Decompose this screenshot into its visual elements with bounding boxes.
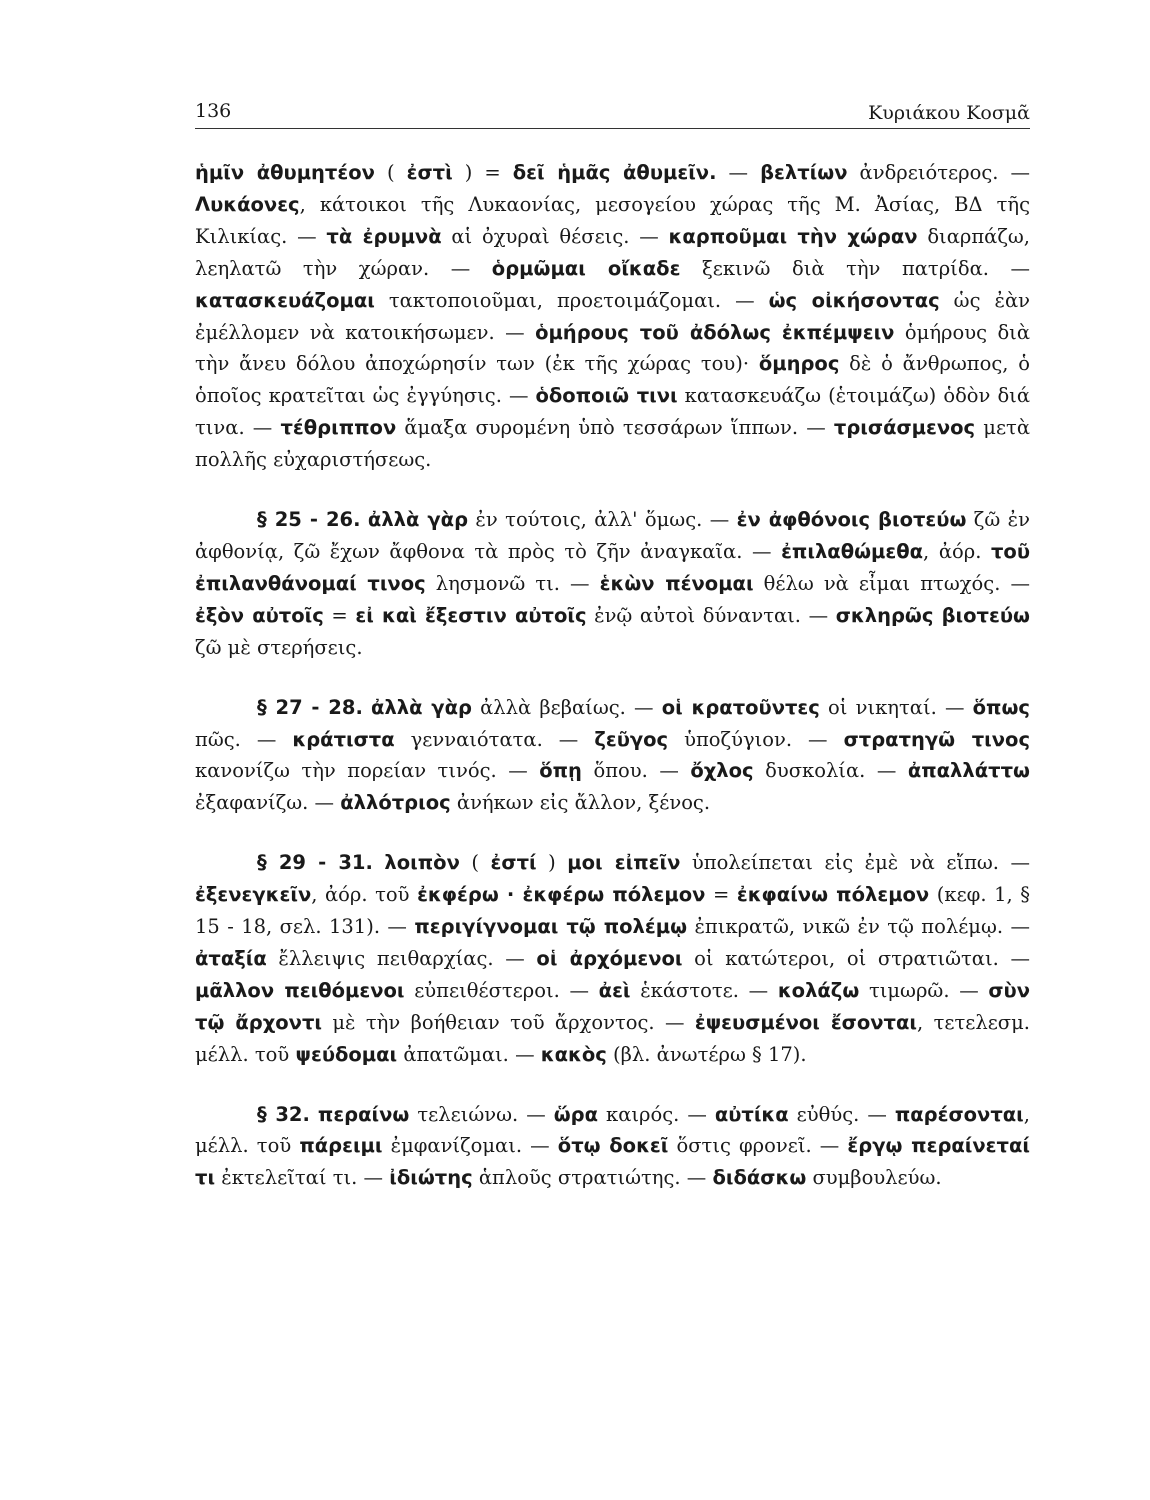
headword: ὁδοποιῶ τινι	[535, 384, 678, 408]
definition-text: τιμωρῶ. —	[859, 978, 989, 1002]
definition-text: διαρπάζω, λεηλατῶ τὴν χώραν. —	[195, 224, 1030, 280]
headword: ἐξενεγκεῖν	[195, 883, 312, 907]
definition-text: ἀνήκων εἰς ἄλλον, ξένος.	[450, 791, 711, 815]
definition-text: , ἀόρ. τοῦ	[311, 883, 418, 907]
definition-text: ἐμφανίζομαι. —	[382, 1134, 558, 1158]
headword: αὐτίκα	[714, 1102, 789, 1126]
definition-text: δυσκολία. —	[753, 759, 908, 783]
headword: βελτίων	[760, 161, 848, 184]
headword: ἐν ἀφθόνοις βιοτεύω	[736, 508, 967, 532]
headword: ἐστί	[490, 851, 537, 875]
headword: τὰ ἐρυμνὰ	[326, 224, 442, 248]
headword: παρέσονται	[894, 1102, 1024, 1126]
headword: ζεῦγος	[594, 727, 669, 751]
definition-text: αἱ ὀχυραὶ θέσεις. —	[441, 224, 669, 248]
section-27-28	[195, 692, 1030, 820]
definition-text: ἑκάστοτε. —	[630, 978, 778, 1002]
definition-text: ἐνῷ αὐτοὶ δύνανται. —	[586, 603, 836, 627]
headword: διδάσκω	[712, 1166, 807, 1190]
headword: ὅπῃ	[539, 759, 582, 783]
headword: ἐψευσμένοι ἔσονται	[694, 1010, 917, 1034]
section-32	[195, 1099, 1030, 1195]
definition-text: ἐκτελεῖταί τι. —	[215, 1166, 390, 1190]
headword: οἱ κρατοῦντες	[661, 695, 820, 719]
definition-text: , κάτοικοι τῆς Λυκαονίας, μεσογείου χώρας τῆς Μ. Ἀσίας, ΒΔ τῆς Κιλικίας. —	[195, 192, 1030, 248]
page	[195, 92, 1030, 1194]
section-number: § 32.	[257, 1102, 310, 1126]
definition-text: εὐπειθέστεροι. —	[404, 978, 599, 1002]
definition-text: ὑποζύγιον. —	[668, 727, 844, 751]
section-number: § 29 - 31.	[257, 851, 373, 875]
page-header	[195, 92, 1030, 129]
definition-text: ὡς ἐὰν ἐμέλλομεν νὰ κατοικήσωμεν. —	[195, 288, 1030, 344]
definition-text: (βλ. ἀνωτέρω § 17).	[606, 1042, 807, 1066]
definition-text: ζῶ μὲ στερήσεις.	[195, 635, 363, 659]
headword: σκληρῶς βιοτεύω	[835, 603, 1030, 627]
page-number: 136	[195, 100, 232, 122]
running-title: Κυριάκου Κοσμᾶ	[868, 102, 1030, 124]
definition-text: ὑπολείπεται εἰς ἐμὲ νὰ εἴπω. —	[680, 851, 1031, 875]
headword: τοῦ ἐπιλανθάνομαί τινος	[195, 539, 1030, 595]
headword: ἀλλότριος	[340, 791, 451, 815]
headword: σὺν τῷ ἄρχοντι	[195, 978, 1031, 1034]
definition-text: , μέλλ. τοῦ	[195, 1102, 1030, 1158]
definition-text: —	[716, 161, 761, 184]
headword: ὁρμῶμαι οἴκαδε	[491, 256, 681, 280]
headword: μᾶλλον πειθόμενοι	[195, 978, 405, 1002]
definition-text: ὅπου. —	[581, 759, 691, 783]
definition-text: κανονίζω τὴν πορείαν τινός. —	[195, 759, 540, 783]
definition-text: κατασκευάζω (ἑτοιμάζω) ὁδὸν διά τινα. —	[195, 384, 1030, 440]
definition-text: ἁπλοῦς στρατιώτης. —	[472, 1166, 713, 1190]
definition-text: )	[536, 851, 568, 875]
definition-text: (	[374, 161, 407, 184]
definition-text: δὲ ὁ ἄνθρωπος, ὁ ὁποῖος κρατεῖται ὡς ἐγγύησις. —	[195, 352, 1031, 408]
headword: ἐκφέρω · ἐκφέρω πόλεμον	[417, 883, 706, 907]
definition-text: =	[705, 883, 737, 907]
headword: ἀταξία	[195, 946, 267, 970]
headword: κολάζω	[777, 978, 860, 1002]
definition-text: μὲ τὴν βοήθειαν τοῦ ἄρχοντος. —	[322, 1010, 695, 1034]
headword: λοιπὸν	[384, 851, 460, 875]
headword: ἐπιλαθώμεθα	[781, 539, 924, 563]
headword: ἀεὶ	[598, 978, 631, 1002]
definition-text: οἱ κατώτεροι, οἱ στρατιῶται. —	[682, 946, 1030, 970]
headword: κακὸς	[540, 1042, 607, 1066]
headword: ψεύδομαι	[295, 1042, 398, 1066]
headword: οἱ ἀρχόμενοι	[536, 946, 683, 970]
definition-text: ἐπικρατῶ, νικῶ ἐν τῷ πολέμῳ. —	[687, 915, 1030, 939]
definition-text: εὐθύς. —	[788, 1102, 895, 1126]
definition-text: οἱ νικηταί. —	[819, 695, 973, 719]
definition-text: ὅστις φρονεῖ. —	[668, 1134, 848, 1158]
definition-text: (κεφ. 1, § 15 - 18, σελ. 131). —	[195, 883, 1030, 939]
definition-text: ξεκινῶ διὰ τὴν πατρίδα. —	[680, 256, 1030, 280]
headword: ἐκφαίνω πόλεμον	[736, 883, 930, 907]
headword: ἐξὸν αὐτοῖς	[195, 603, 324, 627]
headword: ἑκὼν πένομαι	[599, 571, 754, 595]
headword: ὅτῳ δοκεῖ	[557, 1134, 669, 1158]
definition-text: ἐξαφανίζω. —	[195, 791, 341, 815]
headword: πάρειμι	[299, 1134, 383, 1158]
definition-text: (	[459, 851, 491, 875]
headword: ἀπαλλάττω	[907, 759, 1030, 783]
headword: ὡς οἰκήσοντας	[768, 288, 940, 312]
headword: τέθριππον	[280, 416, 397, 440]
section-text	[195, 1103, 1030, 1190]
section-number: § 25 - 26.	[257, 508, 361, 532]
definition-text: καιρός. —	[598, 1102, 715, 1126]
headword: δεῖ ἡμᾶς ἀθυμεῖν.	[512, 161, 717, 184]
definition-text: τελειώνω. —	[409, 1102, 554, 1126]
headword: ἀλλὰ γὰρ	[367, 508, 469, 532]
headword: καρποῦμαι τὴν χώραν	[668, 224, 918, 248]
headword: ὥρα	[553, 1102, 599, 1126]
headword: κράτιστα	[292, 727, 395, 751]
definition-text: ἀλλὰ βεβαίως. —	[471, 695, 662, 719]
definition-text: ζῶ ἐν ἀφθονίᾳ, ζῶ ἔχων ἄφθονα τὰ πρὸς τὸ ζῆν ἀναγκαῖα. —	[195, 508, 1030, 563]
definition-text: μετὰ πολλῆς εὐχαριστήσεως.	[195, 416, 1031, 472]
definition-text: λησμονῶ τι. —	[425, 571, 600, 595]
headword: ἔργῳ περαίνεταί τι	[195, 1134, 1030, 1190]
headword: μοι εἰπεῖν	[567, 851, 681, 875]
definition-text: συμβουλεύω.	[806, 1166, 942, 1190]
headword: ὄχλος	[690, 759, 754, 783]
headword: ἡμῖν ἀθυμητέον	[195, 161, 375, 184]
definition-text: ἔλλειψις πειθαρχίας. —	[266, 946, 537, 970]
definition-text: =	[323, 603, 356, 627]
headword: περιγίγνομαι τῷ πολέμῳ	[414, 915, 688, 939]
definition-text: ἅμαξα συρομένη ὑπὸ τεσσάρων ἵππων. —	[396, 416, 834, 440]
headword: εἰ καὶ ἔξεστιν αὐτοῖς	[355, 603, 587, 627]
headword: ὁμήρους τοῦ ἀδόλως ἐκπέμψειν	[535, 320, 895, 344]
headword: Λυκάονες	[195, 192, 300, 216]
section-25-26	[195, 504, 1030, 664]
definition-text: , τετελεσμ. μέλλ. τοῦ	[195, 1010, 1030, 1066]
section-number: § 27 - 28.	[257, 695, 363, 719]
definition-text: ) =	[452, 161, 513, 184]
definition-text: ἐν τούτοις, ἀλλ' ὅμως. —	[468, 508, 737, 532]
definition-text: ἀνδρειότερος. —	[847, 161, 1031, 184]
headword: ἰδιώτης	[389, 1166, 473, 1190]
definition-text: πῶς. —	[195, 727, 293, 751]
definition-text: θέλω νὰ εἶμαι πτωχός. —	[753, 571, 1030, 595]
headword: τρισάσμενος	[833, 416, 976, 440]
headword: ἐστὶ	[406, 161, 453, 184]
headword: ὅμηρος	[758, 352, 840, 376]
definition-text: ὁμήρους διὰ τὴν ἄνευ δόλου ἀποχώρησίν των (ἐκ τῆς χώρας του)·	[195, 320, 1030, 376]
headword: κατασκευάζομαι	[195, 288, 375, 312]
headword: ἀλλὰ γὰρ	[371, 695, 472, 719]
glossary-body	[195, 157, 1030, 1194]
headword: ὅπως	[972, 695, 1030, 719]
section-text	[195, 851, 1030, 1065]
definition-text: τακτοποιοῦμαι, προετοιμάζομαι. —	[374, 288, 769, 312]
headword: στρατηγῶ τινος	[843, 727, 1031, 751]
headword: περαίνω	[317, 1102, 410, 1126]
intro-paragraph	[195, 157, 1030, 476]
definition-text: , ἀόρ.	[923, 539, 991, 563]
section-29-31	[195, 847, 1030, 1070]
definition-text: ἀπατῶμαι. —	[397, 1042, 541, 1066]
definition-text: γενναιότατα. —	[394, 727, 595, 751]
